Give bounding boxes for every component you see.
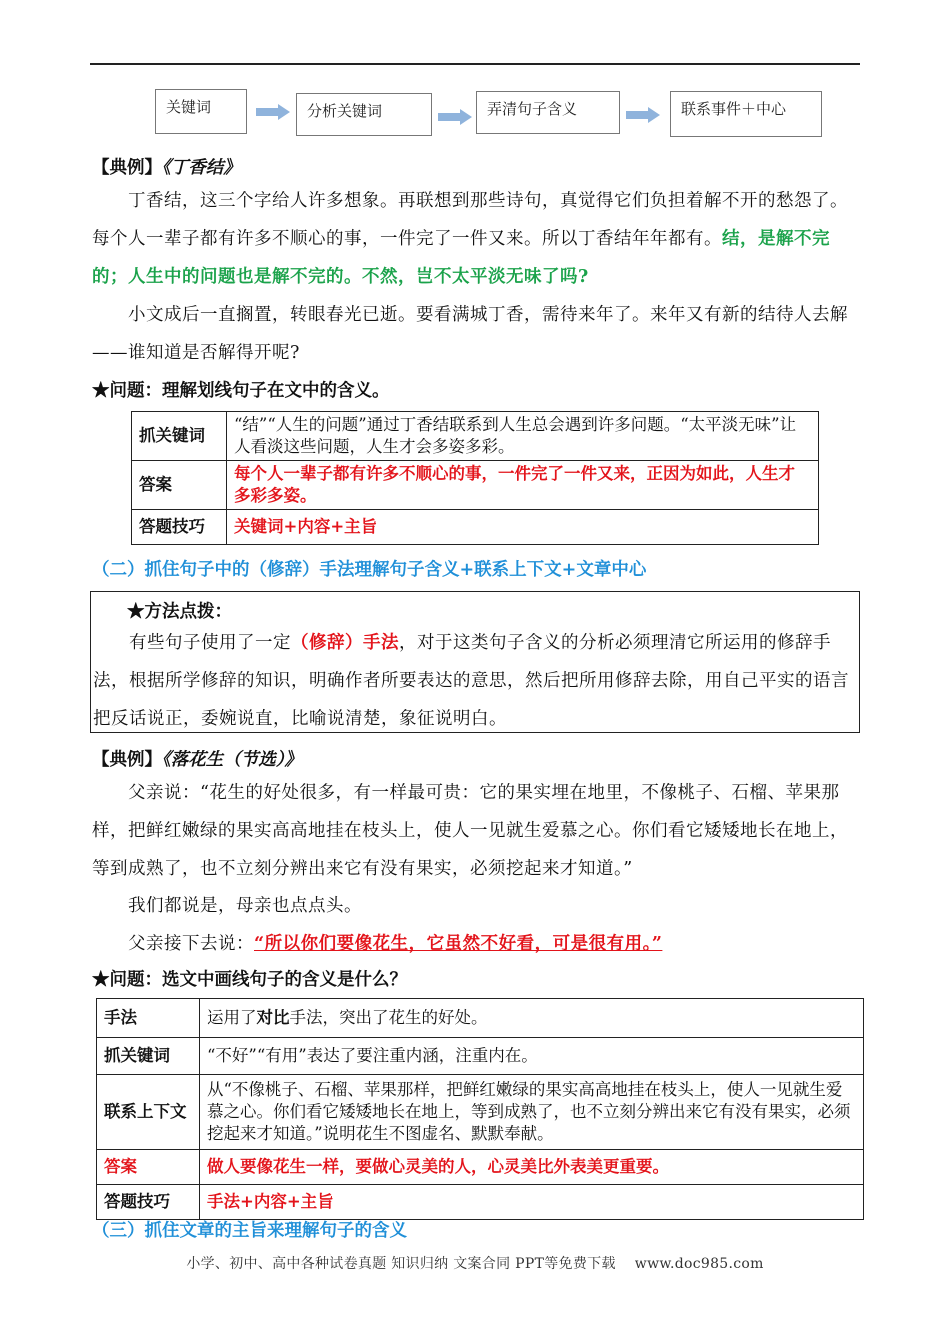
example2-para3: 父亲接下去说：“所以你们要像花生，它虽然不好看，可是很有用。” [128, 934, 663, 954]
flow-arrow-icon [626, 107, 660, 123]
example2-para1: 父亲说：“花生的好处很多，有一样最可贵：它的果实埋在地里，不像桃子、石榴、苹果那样，把鲜红嫩绿的果实高高地挂在枝头上，使人一见就生爱慕之心。你们看它矮矮地长在地上，等到成熟了，也不立刻分辨出来它有没有果实，必须挖起来才知道。” [92, 783, 848, 879]
example2-question: ★问题：选文中画线句子的含义是什么？ [92, 970, 407, 990]
table-row: 抓关键词 “结”“人生的问题”通过丁香结联系到人生总会遇到许多问题。“太平淡无味”让人看淡这些问题，人生才会多姿多彩。 [132, 412, 819, 461]
table-row: 答案 做人要像花生一样，要做心灵美的人，心灵美比外表美更重要。 [97, 1150, 864, 1185]
example1-heading: 【典例】《丁香结》 [92, 158, 241, 178]
example1-para2: 小文成后一直搁置，转眼春光已逝。要看满城丁香，需待来年了。来年又有新的结待人去解——谁知道是否解得开呢? [92, 305, 848, 363]
flow-arrow-icon [256, 104, 290, 120]
method-title: ★方法点拨： [127, 602, 232, 622]
table-row: 答案 每个人一辈子都有许多不顺心的事，一件完了一件又来，正因为如此，人生才多彩多姿。 [132, 461, 819, 510]
top-rule [90, 63, 860, 65]
section2-title: （二）抓住句子中的（修辞）手法理解句子含义+联系上下文+文章中心 [92, 560, 647, 580]
example1-table [131, 411, 819, 545]
example1-question: ★问题：理解划线句子在文中的含义。 [92, 381, 390, 401]
underlined-sentence: “所以你们要像花生，它虽然不好看，可是很有用。” [254, 934, 663, 954]
table-row: 联系上下文 从“不像桃子、石榴、苹果那样，把鲜红嫩绿的果实高高地挂在枝头上，使人一见就生爱慕之心。你们看它矮矮地长在地上，等到成熟了，也不立刻分辨出来它有没有果实，必须挖起来才知道。”说明花生不图虚名、默默奉献。 [97, 1075, 864, 1150]
flow-step-analyze: 分析关键词 [296, 93, 432, 136]
flow-step-keyword: 关键词 [155, 89, 247, 134]
example2-para2: 我们都说是，母亲也点点头。 [128, 896, 362, 916]
flow-step-center: 联系事件＋中心 [670, 91, 822, 137]
example2-table [96, 998, 864, 1220]
method-text: 有些句子使用了一定（修辞）手法，对于这类句子含义的分析必须理清它所运用的修辞手法，根据所学修辞的知识，明确作者所要表达的意思，然后把所用修辞去除，用自己平实的语言把反话说正，委婉说直，比喻说清楚，象征说明白。 [93, 633, 849, 729]
table-row: 答题技巧 手法+内容+主旨 [97, 1185, 864, 1220]
example2-heading: 【典例】《落花生（节选）》 [92, 750, 302, 770]
table-row: 答题技巧 关键词+内容+主旨 [132, 510, 819, 545]
table-row: 手法 运用了对比手法，突出了花生的好处。 [97, 999, 864, 1038]
example1-para1: 丁香结，这三个字给人许多想象。再联想到那些诗句，真觉得它们负担着解不开的愁怨了。每个人一辈子都有许多不顺心的事，一件完了一件又来。所以丁香结年年都有。结，是解不完的；人生中的问题也是解不完的。不然，岂不太平淡无味了吗? [92, 191, 848, 287]
flow-arrow-icon [438, 109, 472, 125]
section3-title: （三）抓住文章的主旨来理解句子的含义 [92, 1221, 407, 1241]
page-footer: 小学、初中、高中各种试卷真题 知识归纳 文案合同 PPT等免费下载 www.doc985.com [186, 1256, 764, 1272]
table-row: 抓关键词 “不好”“有用”表达了要注重内涵，注重内在。 [97, 1038, 864, 1075]
underlined-sentence: 结，是解不完的；人生中的问题也是解不完的。不然，岂不太平淡无味了吗? [92, 229, 830, 287]
flow-step-meaning: 弄清句子含义 [476, 91, 620, 134]
method-box [90, 591, 860, 733]
